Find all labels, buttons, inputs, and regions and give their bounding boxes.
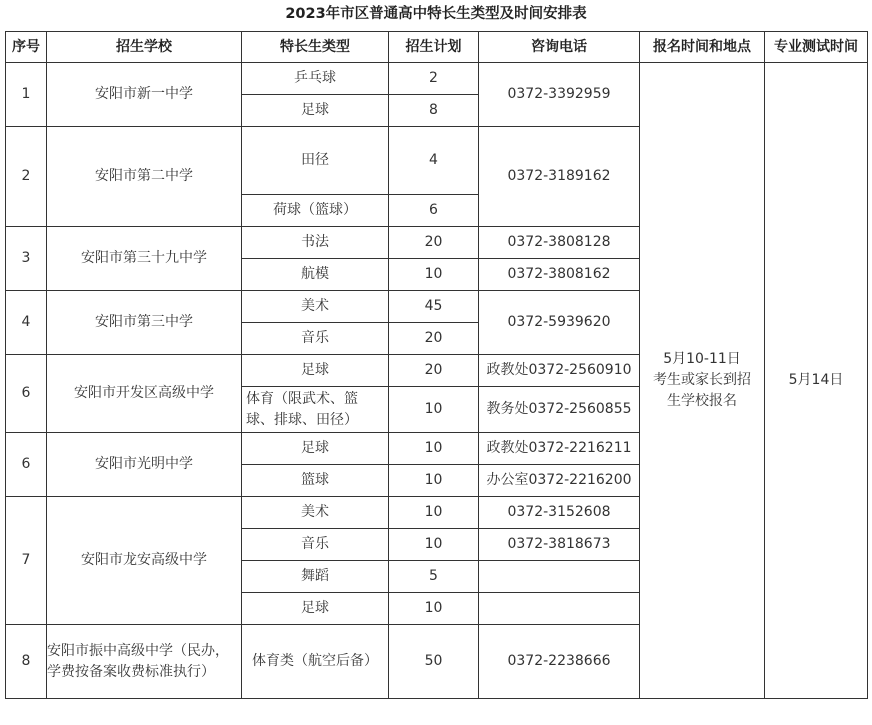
specialty-type: 乒乓球 <box>242 63 389 95</box>
phone <box>479 593 640 625</box>
enrollment-plan: 5 <box>389 561 479 593</box>
school-name: 安阳市第三十九中学 <box>47 227 242 291</box>
phone: 0372-3808128 <box>479 227 640 259</box>
phone: 0372-3808162 <box>479 259 640 291</box>
header-test-time: 专业测试时间 <box>765 32 868 63</box>
header-no: 序号 <box>6 32 47 63</box>
header-school: 招生学校 <box>47 32 242 63</box>
specialty-type: 音乐 <box>242 529 389 561</box>
specialty-type: 足球 <box>242 593 389 625</box>
enrollment-plan: 10 <box>389 433 479 465</box>
school-no: 3 <box>6 227 47 291</box>
school-name: 安阳市新一中学 <box>47 63 242 127</box>
phone: 0372-3392959 <box>479 63 640 127</box>
school-name: 安阳市第三中学 <box>47 291 242 355</box>
school-name: 安阳市龙安高级中学 <box>47 497 242 625</box>
page-title: 2023年市区普通高中特长生类型及时间安排表 <box>285 6 587 22</box>
specialty-type: 美术 <box>242 291 389 323</box>
header-plan: 招生计划 <box>389 32 479 63</box>
phone: 0372-3818673 <box>479 529 640 561</box>
school-name: 安阳市光明中学 <box>47 433 242 497</box>
test-time: 5月14日 <box>765 63 868 699</box>
enrollment-plan: 6 <box>389 195 479 227</box>
enrollment-plan: 45 <box>389 291 479 323</box>
specialty-type: 田径 <box>242 127 389 195</box>
phone: 政教处0372-2216211 <box>479 433 640 465</box>
enrollment-plan: 20 <box>389 355 479 387</box>
specialty-type: 足球 <box>242 95 389 127</box>
phone: 教务处0372-2560855 <box>479 387 640 433</box>
enrollment-plan: 10 <box>389 497 479 529</box>
enrollment-plan: 50 <box>389 625 479 699</box>
enrollment-plan: 2 <box>389 63 479 95</box>
specialty-type: 舞蹈 <box>242 561 389 593</box>
header-registration: 报名时间和地点 <box>640 32 765 63</box>
enrollment-plan: 10 <box>389 259 479 291</box>
enrollment-plan: 10 <box>389 529 479 561</box>
phone: 0372-5939620 <box>479 291 640 355</box>
enrollment-plan: 20 <box>389 323 479 355</box>
phone: 办公室0372-2216200 <box>479 465 640 497</box>
header-phone: 咨询电话 <box>479 32 640 63</box>
enrollment-plan: 10 <box>389 387 479 433</box>
school-no: 6 <box>6 433 47 497</box>
specialty-type: 音乐 <box>242 323 389 355</box>
specialty-type: 美术 <box>242 497 389 529</box>
phone <box>479 561 640 593</box>
specialty-type: 足球 <box>242 433 389 465</box>
school-no: 2 <box>6 127 47 227</box>
phone: 0372-3152608 <box>479 497 640 529</box>
school-no: 6 <box>6 355 47 433</box>
specialty-type: 书法 <box>242 227 389 259</box>
school-no: 1 <box>6 63 47 127</box>
table-row <box>6 63 868 95</box>
phone: 0372-3189162 <box>479 127 640 227</box>
enrollment-plan: 4 <box>389 127 479 195</box>
school-name: 安阳市第二中学 <box>47 127 242 227</box>
specialty-type: 足球 <box>242 355 389 387</box>
enrollment-plan: 10 <box>389 465 479 497</box>
specialty-type: 航模 <box>242 259 389 291</box>
school-no: 8 <box>6 625 47 699</box>
schedule-table <box>5 31 868 699</box>
school-name: 安阳市开发区高级中学 <box>47 355 242 433</box>
school-no: 7 <box>6 497 47 625</box>
enrollment-plan: 20 <box>389 227 479 259</box>
registration-time: 5月10-11日 <box>663 351 741 367</box>
school-name: 安阳市振中高级中学（民办，学费按备案收费标准执行） <box>47 625 242 699</box>
phone: 政教处0372-2560910 <box>479 355 640 387</box>
registration-cell <box>640 63 765 699</box>
phone: 0372-2238666 <box>479 625 640 699</box>
header-type: 特长生类型 <box>242 32 389 63</box>
registration-place: 考生或家长到招生学校报名 <box>653 372 751 409</box>
specialty-type: 体育类（航空后备） <box>242 625 389 699</box>
enrollment-plan: 8 <box>389 95 479 127</box>
specialty-type: 荷球（篮球） <box>242 195 389 227</box>
specialty-type: 体育（限武术、篮球、排球、田径） <box>242 387 389 433</box>
enrollment-plan: 10 <box>389 593 479 625</box>
specialty-type: 篮球 <box>242 465 389 497</box>
header-row <box>6 32 868 63</box>
school-no: 4 <box>6 291 47 355</box>
